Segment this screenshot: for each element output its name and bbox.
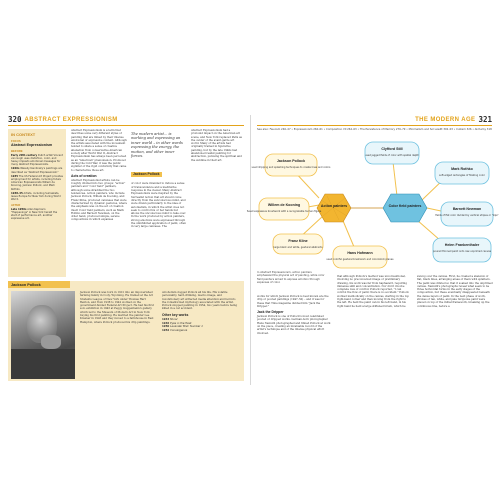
left-column-1: [71, 129, 127, 277]
biography-box: [8, 281, 244, 381]
context-entry: Late 1950s Allan Kaprow's "Happenings" in New York herald the start of performance art, another expressive art.: [11, 207, 58, 221]
action-painters-hub: [317, 194, 351, 222]
node-willem-de-kooning: [247, 198, 322, 220]
body-paragraph: swung over the canvas. First, he created a skeleton of flat, black lines, arranging areas of them with splatters. The paint was diluted so that it soaked into the unprimed canvas. Namuth's photographs reveal what seem to be three horizontal forms in the early stages of the composition, but these eventually disappeared beneath the dense layers of paint. In the next phase of work, strokes of tan, white, and pale turquoise paint were placed on top of the initial framework, breaking up the continuous line, before a: [417, 275, 493, 308]
body-paragraph: works for which Jackson Pollock is best known are the drip or poured paintings (1947–50) – and it was for these that Time magazine dubbed him "Jack the Dripper.": [257, 295, 329, 308]
in-context-heading: IN CONTEXT: [11, 132, 36, 137]
body-paragraph: Abstract Expressionist artists can be roughly divided into two groups: "action" painters and "color field" painters, although some straddled the two tendencies. Action painters, who include Jackson Pollock, Willem de Kooning, and Franz Kline, produced canvases that were characterized by dynamic gestures, where the emphasis was on the act of creation itself. Color field painters, such as Mark Rothko and Barnett Newman, on the other hand, produced simple, serene compositions in which expanses: [71, 178, 127, 222]
node-hans-hofmann: [327, 246, 395, 268]
color-field-painters-label: Color field painters: [388, 204, 422, 208]
pull-quote: The modern artist... is working and expressing an inner world – in other words expressing the energy, the motion, and other inner forces.: [131, 132, 183, 159]
after-label: AFTER: [11, 202, 21, 207]
portrait-hand: [41, 335, 61, 349]
key-work-item: 1943 Mural: [162, 318, 178, 322]
key-work-item: 1946 Eyes in the Heat: [162, 321, 192, 325]
right-page-number: 321: [478, 115, 492, 124]
painters-diagram: [246, 140, 499, 270]
context-entry: 1938–45 Artists, including Surrealists, leave Europe for New York during World War II.: [11, 191, 61, 202]
left-column-2: [131, 129, 187, 277]
node-clyfford-still: [365, 142, 419, 164]
node-franz-kline: [273, 234, 323, 254]
portrait-coat: [11, 349, 75, 379]
focus-label: FOCUS: [11, 139, 21, 143]
body-paragraph: Abstract Expressionism had a profound impact on the American art scene, and New York replaced Paris as the center of the avant-garde art world. Many of the artists had originally trained in figurative painting, but by the late 1940s had abandoned realist painting for abstraction, pursuing the spiritual and the sublime in their art.: [191, 129, 242, 162]
svg-text:large black and white, gestura: large black and white, gestural abstracts: [273, 246, 323, 249]
left-page: [0, 115, 250, 385]
node-barnett-newman: [435, 202, 498, 226]
before-label: BEFORE: [11, 148, 23, 153]
node-helen-frankenthaler: [433, 238, 492, 262]
left-page-number: 320: [8, 115, 22, 124]
svg-text:Franz Kline: Franz Kline: [288, 239, 308, 243]
svg-text:used dripping and splashing te: used dripping and splashing techniques to create lines and colors: [251, 166, 331, 169]
right-column-1: [257, 295, 331, 381]
svg-text:fields of flat color divided b: fields of flat color divided by vertical stripes or "zips": [435, 214, 499, 217]
intro-paragraph: Abstract Expressionism is a term that describes some very different styles of painting that are linked by their intense emotional or expressive content. Although the artists associated with the movement tended to share a sense of creative alienation from conservative American society after World War II, Abstract Expressionism has always been perceived as an "American" phenomenon. Produced during the Cold War, it was the public signifier of the rigid conformity that came to characterize those art.: [71, 129, 127, 172]
svg-text:poured thinned paint onto raw: poured thinned paint onto raw unprimed canvas: [433, 250, 491, 253]
context-entry: 1935 The US Federal Art Project provides employment for artists, including future American Expressionists Willem de Kooning, Jackson Pollock, and Mark Rothko.: [11, 174, 63, 191]
body-paragraph: that although Pollock's method was unconventional, involving no preconceived image or preliminary drawing, his work was far from haphazard, requiring immense skill and concentration. Nor did it involve complete loss of control; Pollock reported, "I can control the flow of paint; there is no accident." Pollock worked methodically on the canvas, starting in the top right-hand corner and then moving from the right to the left. He held the paint can in his left hand, in his right hand he held a large stiffened brush, which he: [337, 275, 409, 308]
pull-quote-author: Jackson Pollock: [133, 172, 160, 177]
svg-text:fused expressive brushwork wit: fused expressive brushwork with a recognizable human figure: [246, 210, 322, 213]
acts-of-creation-subhead: Acts of creation: [71, 173, 97, 178]
body-paragraph: of color were intended to induce a sense of transcendence and a meditative response in the viewer. Many Abstract Expressionists were inspired by the Surrealist notion that art should come directly from the subconscious mind, and were drawn particularly to the idea of automatism, in which the artist does not seek to control his or her hands but allows the unconscious mind to take over. In the work produced by action painters, strong emotions were expressed through the uninhibited application of paint, often in very large canvases. The: [131, 182, 186, 229]
focus-value: Abstract Expressionism: [11, 143, 53, 147]
svg-text:Hans Hofmann: Hans Hofmann: [347, 251, 373, 255]
right-head-rule: [257, 125, 492, 126]
svg-text:used jagged fields of color wi: used jagged fields of color with spatial depth: [365, 154, 419, 157]
left-running-head: [8, 115, 118, 124]
node-mark-rothko: [435, 162, 489, 184]
see-also-line: See also: Fauvism 246–47 • Expressionism 260–61 • Composition VII 262–63 • The Persistence of Memory 276–79 • Minimalism and Sol Lewitt 302–03 • Cubism 326 • Alchemy 318: [257, 128, 492, 131]
body-paragraph: Jackson Pollock is one of Pollock's most celebrated poured or dripped works. German-born photographer Hans Namuth photographed and filmed Pollock at work on the piece, creating an invaluable record of the artist's technique and of the intense physical effort involved.: [257, 315, 331, 335]
svg-text:Jackson Pollock: Jackson Pollock: [276, 159, 306, 163]
biography-column-1: [80, 291, 156, 377]
jack-the-dripper-subhead: Jack the Dripper: [257, 310, 284, 315]
left-column-3: [191, 129, 243, 277]
right-running-head: [415, 115, 492, 124]
biography-text: Alcoholism dogged Pollock all his life. His volatile personality, hard-drinking, macho image, and revolutionary art attracted media attention and fed into the romanticized mythology associated with the artist. Pollock stopped painting in 1954, two years before being killed in a car accident.: [162, 291, 238, 311]
node-jackson-pollock: [252, 154, 331, 176]
key-work-item: 1950 Lavender Mist: Number 1: [162, 325, 203, 329]
right-column-2: [337, 275, 411, 381]
svg-text:Barnett Newman: Barnett Newman: [452, 207, 482, 211]
key-works-title: Other key works: [162, 313, 189, 318]
svg-text:Mark Rothko: Mark Rothko: [451, 167, 473, 171]
left-head-rule: [8, 125, 244, 126]
context-entry: 1920s Wassily Kandinsky's paintings are described as "Abstract Expressionist.": [11, 167, 63, 174]
context-entry: Early 20th century Dutch artist Vincent van Gogh uses distortion, color, and heavy impasto emotional messages for many Abstract Expressionists.: [11, 153, 63, 167]
svg-text:used colorful gestural brushwo: used colorful gestural brushwork and color-block planes: [326, 258, 394, 261]
svg-text:soft-edged rectangles of float: soft-edged rectangles of floating color: [439, 174, 485, 177]
key-work-item: 1952 Convergence: [162, 328, 188, 332]
action-painters-label: Action painters: [320, 204, 348, 208]
right-column-3: [417, 275, 493, 381]
biography-text: Jackson Pollock was born in 1912 into an impoverished farming family in Cody, Wyoming. He trained at the Art Students League of New York under Thomas Hart Benton, and from 1938 to 1942 worked on the government-funded Federal Art Project. He had his first solo exhibition in 1943 at Peggy Guggenheim's gallery, which led to the Museum of Modern Art in New York buying his first painting. He married the painter Lee Krasner in 1945 and they moved to a farmhouse in East Hampton, where Pollock produced his drip paintings.: [80, 291, 154, 324]
color-field-painters-hub: [383, 194, 427, 222]
pollock-portrait-photo: [11, 291, 75, 377]
book-spread: [0, 115, 500, 385]
in-context-box: [8, 129, 66, 277]
biography-title: Jackson Pollock: [8, 281, 70, 288]
right-head-title: THE MODERN AGE: [415, 116, 476, 123]
diagram-caption: In Abstract Expressionism, action painters emphasized the physical act of painting, while color field painters aimed to express emotion through expanses of color.: [257, 271, 325, 284]
svg-text:Willem de Kooning: Willem de Kooning: [267, 203, 301, 207]
right-page: [246, 115, 500, 385]
svg-text:Helen Frankenthaler: Helen Frankenthaler: [444, 243, 480, 247]
left-head-title: ABSTRACT EXPRESSIONISM: [24, 116, 118, 123]
biography-column-2: [162, 291, 240, 377]
svg-text:Clyfford Still: Clyfford Still: [381, 147, 403, 151]
